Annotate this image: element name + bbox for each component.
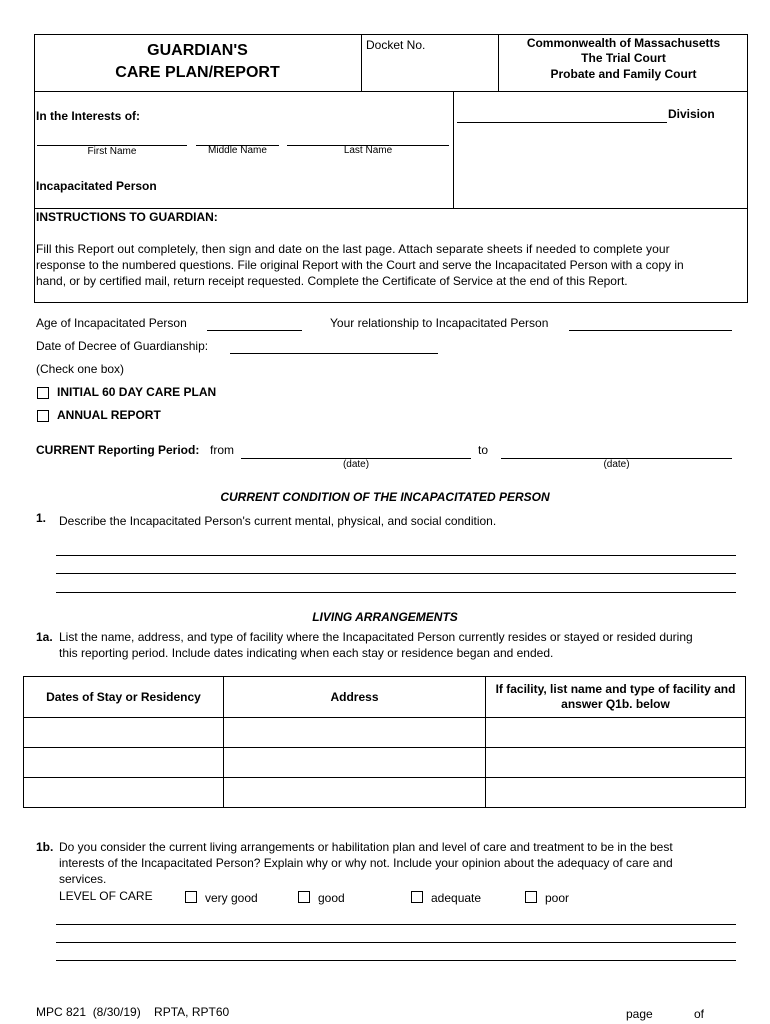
level-poor-checkbox[interactable] [525,891,537,903]
level-good-checkbox[interactable] [298,891,310,903]
table-cell-facility[interactable] [486,718,746,748]
level-poor-label: poor [545,891,570,905]
instructions-line1: Fill this Report out completely, then sign and date on the last page. Attach separate sheets if needed to complete your [36,242,670,256]
interests-label: In the Interests of: [36,109,141,123]
period-label: CURRENT Reporting Period: [36,443,200,457]
parties-instructions-divider [34,208,748,209]
division-input[interactable] [457,122,667,123]
level-adequate-checkbox[interactable] [411,891,423,903]
col-dates-header: Dates of Stay or Residency [24,677,224,718]
q1b-line3: services. [59,872,107,886]
q1a-line1: List the name, address, and type of facility where the Incapacitated Person currently resides or stayed or resided during [59,630,693,644]
annual-report-label: ANNUAL REPORT [57,408,161,422]
instructions-line3: hand, or by certified mail, return receipt requested. Complete the Certificate of Service at the end of this Report. [36,274,628,288]
initial-plan-label: INITIAL 60 DAY CARE PLAN [57,385,217,399]
first-name-caption: First Name [87,146,137,157]
instructions-line2: response to the numbered questions. File original Report with the Court and serve the Incapacitated Person with a copy in [36,258,684,272]
last-name-caption: Last Name [343,145,393,156]
decree-date-input[interactable] [230,353,438,354]
level-of-care-label: LEVEL OF CARE [59,889,153,903]
parties-divider [453,91,454,209]
level-good-label: good [318,891,345,905]
condition-heading: CURRENT CONDITION OF THE INCAPACITATED PERSON [220,490,550,504]
check-one-label: (Check one box) [36,362,125,376]
form-title-line2: CARE PLAN/REPORT [115,64,280,81]
q1b-number: 1b. [36,840,54,854]
q1-answer-line3[interactable] [56,592,736,593]
q1b-answer-line3[interactable] [56,960,736,961]
of-label: of [694,1007,705,1021]
level-adequate-label: adequate [431,891,482,905]
table-cell-address[interactable] [224,748,486,778]
living-heading: LIVING ARRANGEMENTS [312,610,458,624]
col-facility-header: If facility, list name and type of facility and answer Q1b. below [486,677,746,718]
age-input[interactable] [207,330,302,331]
division-label: Division [668,107,715,121]
middle-name-caption: Middle Name [208,145,267,156]
table-row [24,778,746,808]
relationship-input[interactable] [569,330,732,331]
docket-field[interactable] [362,54,497,90]
q1b-line1: Do you consider the current living arrangements or habilitation plan and level of care and treatment to be in the best [59,840,673,854]
instructions-heading: INSTRUCTIONS TO GUARDIAN: [36,210,218,224]
table-cell-dates[interactable] [24,718,224,748]
relationship-label: Your relationship to Incapacitated Person [330,316,549,330]
table-cell-dates[interactable] [24,748,224,778]
period-to-label: to [478,443,489,457]
incapacitated-person-label: Incapacitated Person [36,179,157,193]
court-line3: Probate and Family Court [550,67,697,81]
court-line2: The Trial Court [581,51,666,65]
table-row [24,718,746,748]
period-from-label: from [210,443,234,457]
table-row [24,748,746,778]
to-date-caption: (date) [603,459,630,470]
table-cell-address[interactable] [224,778,486,808]
form-title-line1: GUARDIAN'S [147,42,248,59]
annual-report-checkbox[interactable] [37,410,49,422]
q1b-line2: interests of the Incapacitated Person? Explain why or why not. Include your opinion about the adequacy of care and [59,856,673,870]
q1b-answer-line2[interactable] [56,942,736,943]
level-very-good-checkbox[interactable] [185,891,197,903]
q1b-answer-line1[interactable] [56,924,736,925]
form-id: MPC 821 (8/30/19) RPTA, RPT60 [36,1005,230,1019]
q1-text: Describe the Incapacitated Person's current mental, physical, and social condition. [59,514,497,528]
q1-answer-line2[interactable] [56,573,736,574]
level-very-good-label: very good [205,891,258,905]
age-label: Age of Incapacitated Person [36,316,187,330]
living-arrangements-table [23,676,746,808]
page-label: page [626,1007,653,1021]
decree-label: Date of Decree of Guardianship: [36,339,209,353]
docket-label: Docket No. [366,38,426,52]
table-cell-dates[interactable] [24,778,224,808]
q1a-line2: this reporting period. Include dates indicating when each stay or residence began and ended. [59,646,554,660]
table-cell-address[interactable] [224,718,486,748]
court-line1: Commonwealth of Massachusetts [526,36,721,50]
q1a-number: 1a. [36,630,53,644]
table-cell-facility[interactable] [486,748,746,778]
table-cell-facility[interactable] [486,778,746,808]
q1-number: 1. [36,511,47,525]
initial-plan-checkbox[interactable] [37,387,49,399]
from-date-caption: (date) [342,459,370,470]
col-address-header: Address [224,677,486,718]
q1-answer-line1[interactable] [56,555,736,556]
